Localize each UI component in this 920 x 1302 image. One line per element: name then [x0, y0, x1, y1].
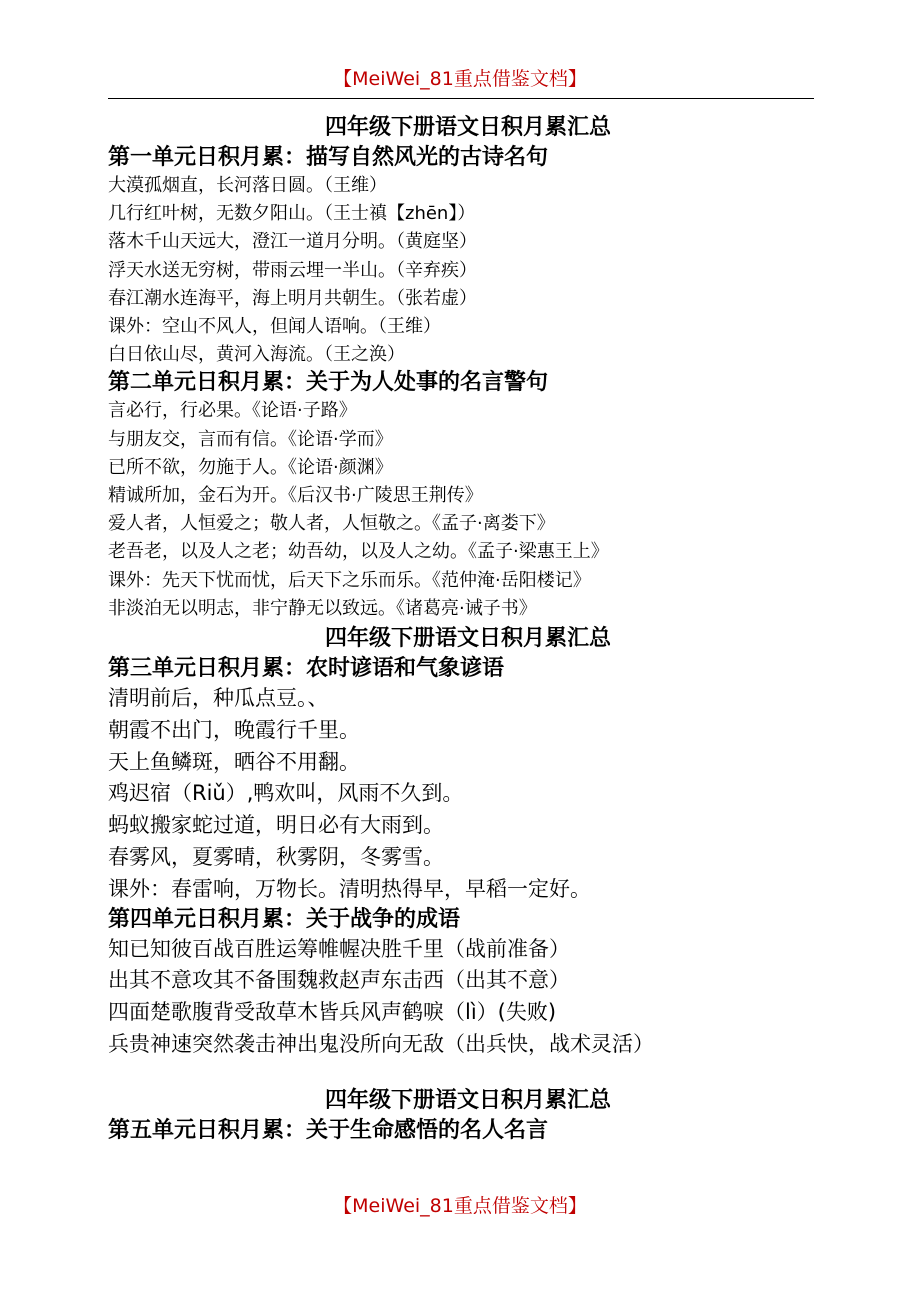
unit-2-line: 爱人者，人恒爱之；敬人者，人恒敬之。《孟子·离娄下》 [108, 513, 555, 535]
unit-1-line: 大漠孤烟直，长河落日圆。（王维） [108, 175, 387, 196]
unit-1-line: 落木千山天远大，澄江一道月分明。（黄庭坚） [108, 231, 477, 253]
unit-3-line: 朝霞不出门，晚霞行千里。 [108, 717, 360, 742]
unit-3-line: 课外：春雷响，万物长。清明热得早，早稻一定好。 [108, 876, 591, 901]
document-title: 四年级下册语文日积月累汇总 [324, 115, 611, 140]
unit-4-line: 四面楚歌腹背受敌草木皆兵风声鹤唳（lì）(失败) [108, 1000, 557, 1025]
unit-4-line: 知已知彼百战百胜运筹帷幄决胜千里（战前准备） [108, 936, 570, 961]
unit-1-line: 春江潮水连海平，海上明月共朝生。（张若虚） [108, 287, 477, 309]
unit-5-heading: 第五单元日积月累：关于生命感悟的名人名言 [108, 1117, 549, 1143]
page-footer: 【MeiWei_81重点借鉴文档】 [333, 1195, 587, 1217]
unit-3-line: 蚂蚁搬家蛇过道，明日必有大雨到。 [108, 813, 444, 838]
unit-3-line: 春雾风，夏雾晴，秋雾阴，冬雾雪。 [108, 845, 444, 870]
document-title-repeat: 四年级下册语文日积月累汇总 [324, 626, 611, 652]
unit-4-line: 兵贵神速突然袭击神出鬼没所向无敌（出兵快，战术灵活） [108, 1032, 654, 1057]
unit-1-line: 课外：空山不风人，但闻人语响。（王维） [108, 316, 441, 338]
unit-2-line: 已所不欲，勿施于人。《论语·颜渊》 [108, 456, 393, 478]
unit-2-line: 与朋友交，言而有信。《论语·学而》 [108, 428, 393, 450]
unit-1-line: 几行红叶树，无数夕阳山。（王士禛【zhēn】） [108, 203, 476, 225]
unit-3-line: 鸡迟宿（Riǔ）,鸭欢叫，风雨不久到。 [108, 781, 464, 806]
document-body [108, 112, 828, 1145]
unit-4-heading: 第四单元日积月累：关于战争的成语 [108, 906, 461, 932]
unit-3-line: 天上鱼鳞斑，晒谷不用翻。 [108, 749, 360, 774]
header-divider [108, 98, 814, 99]
unit-2-line: 课外：先天下忧而忧，后天下之乐而乐。《范仲淹·岳阳楼记》 [108, 569, 591, 591]
unit-3-heading: 第三单元日积月累：农时谚语和气象谚语 [108, 656, 505, 682]
unit-1-line: 浮天水送无穷树，带雨云埋一半山。（辛弃疾） [108, 259, 477, 281]
unit-3-line: 清明前后，种瓜点豆。、 [108, 686, 329, 711]
unit-2-line: 非淡泊无以明志，非宁静无以致远。《诸葛亮·诫子书》 [108, 597, 537, 619]
unit-2-heading: 第二单元日积月累：关于为人处事的名言警句 [108, 370, 549, 396]
unit-2-line: 老吾老，以及人之老；幼吾幼，以及人之幼。《孟子·梁惠王上》 [108, 541, 609, 563]
unit-1-heading: 第一单元日积月累：描写自然风光的古诗名句 [108, 145, 549, 170]
unit-2-line: 言必行，行必果。《论语·子路》 [108, 400, 357, 422]
unit-1-line: 白日依山尽，黄河入海流。（王之涣） [108, 344, 405, 366]
document-title-repeat: 四年级下册语文日积月累汇总 [324, 1087, 611, 1113]
unit-4-line: 出其不意攻其不备围魏救赵声东击西（出其不意） [108, 968, 570, 993]
unit-2-line: 精诚所加，金石为开。《后汉书·广陵思王荆传》 [108, 485, 483, 507]
section-gap [108, 1061, 828, 1085]
page-header: 【MeiWei_81重点借鉴文档】 [333, 68, 587, 90]
